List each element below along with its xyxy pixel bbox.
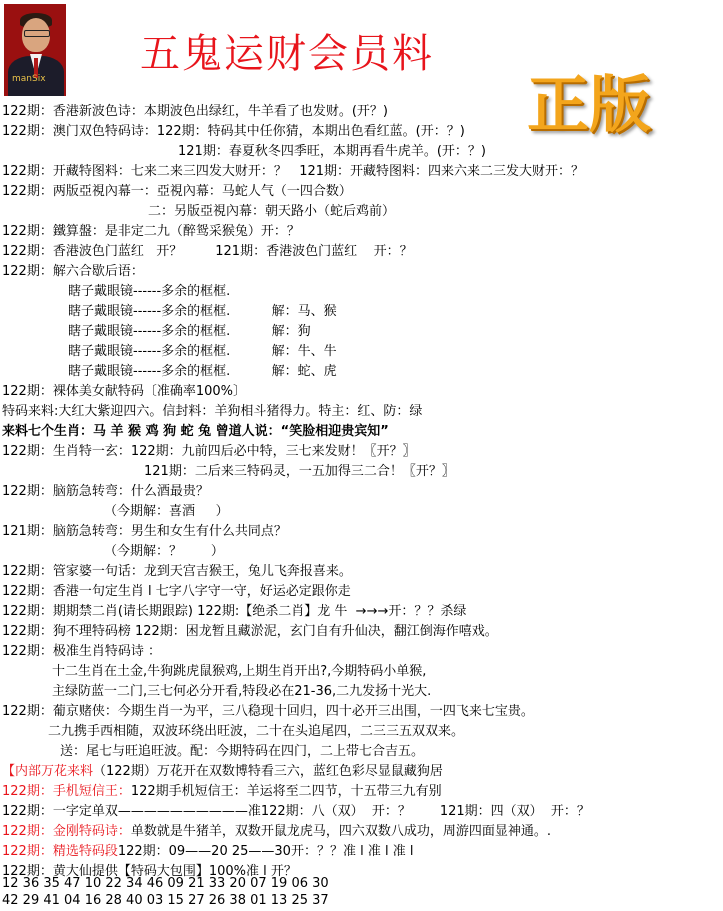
text-line: 122期：澳门双色特码诗：122期：特码其中任你猜，本期出色看红蓝。(开：？) xyxy=(2,124,465,139)
text-line: （今期解：喜酒 ） xyxy=(104,504,229,519)
text-line: 二九携手西相随，双波环绕出旺波，二十在头追尾四，二三三五双双来。 xyxy=(48,724,465,739)
text-line xyxy=(2,844,413,860)
portrait-photo xyxy=(4,4,66,96)
text-line: 来料七个生肖：马 羊 猴 鸡 狗 蛇 兔 曾道人说：“笑脸相迎贵宾知” xyxy=(2,424,389,439)
text-line xyxy=(2,764,443,780)
number-row: 12 36 35 47 10 22 34 46 09 21 33 20 07 19 06 30 xyxy=(2,876,329,891)
text-line: 122期：生肖特一玄：122期：九前四后必中特，三七来发财！〖开？〗 xyxy=(2,444,416,459)
text-line: 121期：春夏秋冬四季旺，本期再看牛虎羊。(开：？) xyxy=(178,144,486,159)
text-line: 121期：二后来三特码灵，一五加得三二合！〖开？〗 xyxy=(144,464,455,479)
text-line: 122期：极准生肖特码诗 ： xyxy=(2,644,161,659)
red-label: 122期：精选特码段 xyxy=(2,844,118,859)
text-line: 瞎子戴眼镜------多余的框框. xyxy=(68,284,231,299)
red-label: 122期：金刚特码诗： xyxy=(2,824,131,839)
text-line: 瞎子戴眼镜------多余的框框. 解：马、猴 xyxy=(68,304,337,319)
portrait-badge: manSix xyxy=(12,74,46,84)
text-line: 主绿防蓝一二门,三七何必分开看,特段必在21-36,二九发扬十光大. xyxy=(52,684,432,699)
text-line: 122期：裸体美女献特码〔准确率100%〕 xyxy=(2,384,246,399)
text-line: 122期：鐵算盤：是非定二九（醉鸳采猴兔）开：？ xyxy=(2,224,300,239)
text-line: 122期：黄大仙提供【特码大包围】100%准 l 开？ xyxy=(2,864,297,879)
number-row: 42 29 41 04 16 28 40 03 15 27 26 38 01 13 25 37 xyxy=(2,893,329,908)
text-line: 122期：香港新波色诗：本期波色出绿红，牛羊看了也发财。(开？) xyxy=(2,104,388,119)
text-line xyxy=(2,824,551,840)
text-line: 瞎子戴眼镜------多余的框框. 解：蛇、虎 xyxy=(68,364,337,379)
text-line: 特码来料:大红大紫迎四六。信封料：羊狗相斗猪得力。特主：红、防：绿 xyxy=(2,404,423,419)
text-line: 122期：管家婆一句话：龙到天宫吉猴王，兔儿飞奔报喜来。 xyxy=(2,564,352,579)
text-line: 122期：狗不理特码榜 122期：困龙暂且藏淤泥，玄门自有升仙决，翻江倒海作嘻戏。 xyxy=(2,624,498,639)
page-title: 五鬼运财会员料 xyxy=(140,31,434,77)
text-line: 瞎子戴眼镜------多余的框框. 解：狗 xyxy=(68,324,311,339)
text-line: 二：另版亞視內幕：朝天路小（蛇后鸡前） xyxy=(148,204,396,219)
text-segment: 122期手机短信王：羊运将至二四节，十五带三九有别 xyxy=(130,784,442,799)
text-line: 121期：脑筋急转弯：男生和女生有什么共同点？ xyxy=(2,524,287,539)
portrait-glasses xyxy=(24,30,50,37)
text-line: 122期：香港波色门蓝红 开？ 121期：香港波色门蓝红 开：？ xyxy=(2,244,413,259)
text-line: 122期：解六合歇后语： xyxy=(2,264,144,279)
text-line: 送：尾七与旺追旺波。配：今期特码在四门，二上带七合吉五。 xyxy=(60,744,425,759)
text-segment: 122期：09——20 25——30开：？？准 l 准 l 准 l xyxy=(117,844,414,859)
red-label: 【内部万花来料 xyxy=(2,764,94,779)
red-label: 122期：手机短信王： xyxy=(2,784,131,799)
text-line: 瞎子戴眼镜------多余的框框. 解：牛、牛 xyxy=(68,344,337,359)
text-line: （今期解：？ ） xyxy=(104,544,224,559)
text-line: 122期：一字定单双——————————准122期：八（双） 开：？ 121期：四（双） 开：？ xyxy=(2,804,590,819)
text-line xyxy=(2,784,442,800)
text-line: 122期：香港一句定生肖 l 七字八字守一守，好运必定跟你走 xyxy=(2,584,351,599)
text-line: 122期：葡京赌侠：今期生肖一为平，三八稳现十回归，四十必开三出围，一四飞来七宝贵。 xyxy=(2,704,534,719)
authentic-stamp: 正版 xyxy=(527,68,652,141)
text-line: 十二生肖在土金,牛狗跳虎鼠猴鸡,上期生肖开出?,今期特码小单猴, xyxy=(52,664,427,679)
text-segment: （122期）万花开在双数博特看三六，蓝红色彩尽显鼠藏狗居 xyxy=(93,764,443,779)
text-line: 122期：两版亞視內幕一：亞視內幕：马蛇人气（一四合数） xyxy=(2,184,352,199)
text-line: 122期：期期禁二肖(请长期跟踪) 122期:【绝杀二肖】龙 牛 →→→开：？？杀绿 xyxy=(2,604,467,619)
text-segment: 单数就是牛猪羊，双数开鼠龙虎马，四六双数八成功，周游四面显神通。. xyxy=(130,824,551,839)
text-line: 122期：脑筋急转弯：什么酒最贵？ xyxy=(2,484,209,499)
text-line: 122期：开藏特图料：七来二来三四发大财开：？ 121期：开藏特图料：四来六来二三发大财开：？ xyxy=(2,164,585,179)
